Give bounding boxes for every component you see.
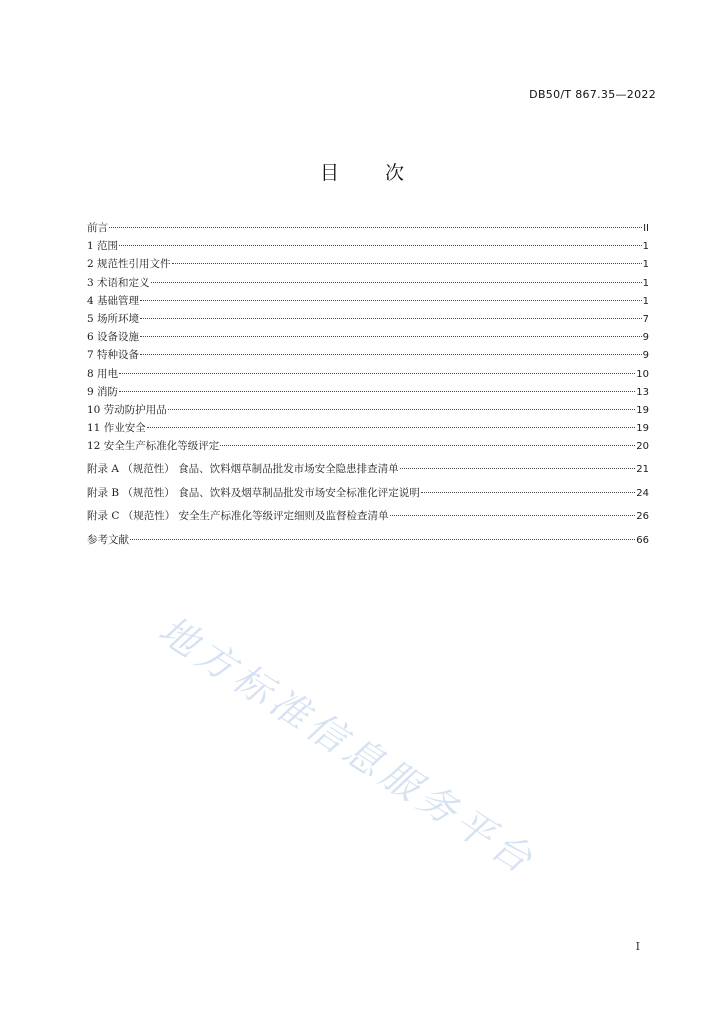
toc-entry-label: 前言 (87, 222, 108, 234)
dot-leader (151, 282, 642, 283)
toc-entry-label: 附录 B （规范性） 食品、饮料及烟草制品批发市场安全标准化评定说明 (87, 486, 420, 499)
toc-entry-foreword[interactable] (87, 219, 649, 237)
toc-entry-page: 19 (636, 404, 649, 416)
toc-entry-page: 66 (636, 534, 649, 546)
toc-entry-label: 11 作业安全 (87, 422, 146, 435)
toc-entry-page: 26 (636, 511, 649, 523)
dot-leader (168, 409, 636, 410)
toc-entry-special-equipment[interactable] (87, 346, 649, 364)
dot-leader (220, 445, 635, 446)
toc-entry-page: 19 (636, 423, 649, 435)
toc-title: 目 次 (319, 162, 425, 184)
dot-leader (119, 245, 642, 246)
dot-leader (109, 227, 642, 228)
toc-entry-label: 附录 A （规范性） 食品、饮料烟草制品批发市场安全隐患排查清单 (87, 463, 399, 476)
dot-leader (140, 318, 642, 319)
toc-entry-label: 3 术语和定义 (87, 276, 150, 289)
toc-entry-page: 9 (642, 332, 649, 344)
dot-leader (140, 300, 642, 301)
toc-entry-label: 5 场所环境 (87, 312, 140, 325)
toc-entry-page: 9 (642, 350, 649, 362)
toc-entry-label: 8 用电 (87, 367, 119, 380)
toc-entry-grading-assessment[interactable] (87, 437, 649, 455)
toc-entry-basic-management[interactable] (87, 292, 649, 310)
dot-leader (147, 427, 636, 428)
toc-entry-bibliography[interactable] (87, 529, 649, 552)
document-code: DB50/T 867.35—2022 (529, 88, 656, 101)
dot-leader (130, 539, 635, 540)
toc-entry-terms-definitions[interactable] (87, 274, 649, 292)
toc-entry-appendix-c[interactable] (87, 505, 649, 528)
dot-leader (140, 336, 642, 337)
toc-entry-label: 9 消防 (87, 385, 119, 398)
toc-entry-page: 1 (642, 277, 649, 289)
toc-entry-normative-references[interactable] (87, 255, 649, 273)
toc-list (87, 219, 649, 552)
toc-entry-operation-safety[interactable] (87, 419, 649, 437)
toc-entry-appendix-a[interactable] (87, 458, 649, 481)
toc-entry-label: 参考文献 (87, 533, 129, 546)
dot-leader (119, 391, 635, 392)
toc-entry-page: 1 (642, 259, 649, 271)
toc-entry-label: 4 基础管理 (87, 294, 140, 307)
toc-entry-page: II (643, 223, 649, 234)
toc-entry-label: 12 安全生产标准化等级评定 (87, 440, 220, 453)
toc-entry-label: 10 劳动防护用品 (87, 403, 167, 416)
toc-entry-page: 20 (636, 441, 649, 453)
dot-leader (140, 354, 642, 355)
toc-entry-page: 1 (642, 241, 649, 253)
toc-entry-label: 附录 C （规范性） 安全生产标准化等级评定细则及监督检查清单 (87, 510, 389, 523)
page-number: I (635, 940, 640, 953)
dot-leader (119, 373, 635, 374)
toc-entry-page: 24 (636, 487, 649, 499)
dot-leader (421, 492, 636, 493)
toc-entry-scope[interactable] (87, 237, 649, 255)
watermark: 地方标准信息服务平台 (151, 607, 545, 885)
toc-entry-site-environment[interactable] (87, 310, 649, 328)
toc-entry-label: 2 规范性引用文件 (87, 258, 171, 271)
toc-entry-label: 1 范围 (87, 240, 119, 253)
toc-entry-electricity[interactable] (87, 365, 649, 383)
dot-leader (400, 468, 636, 469)
toc-entry-page: 1 (642, 295, 649, 307)
dot-leader (172, 263, 642, 264)
toc-entry-page: 7 (642, 313, 649, 325)
toc-entry-page: 10 (636, 368, 649, 380)
toc-entry-appendix-b[interactable] (87, 482, 649, 505)
toc-entry-page: 13 (636, 386, 649, 398)
dot-leader (390, 515, 636, 516)
toc-entry-protective-equipment[interactable] (87, 401, 649, 419)
toc-entry-label: 7 特种设备 (87, 349, 140, 362)
toc-entry-label: 6 设备设施 (87, 331, 140, 344)
toc-entry-equipment-facilities[interactable] (87, 328, 649, 346)
toc-entry-page: 21 (636, 464, 649, 476)
toc-entry-fire-protection[interactable] (87, 383, 649, 401)
